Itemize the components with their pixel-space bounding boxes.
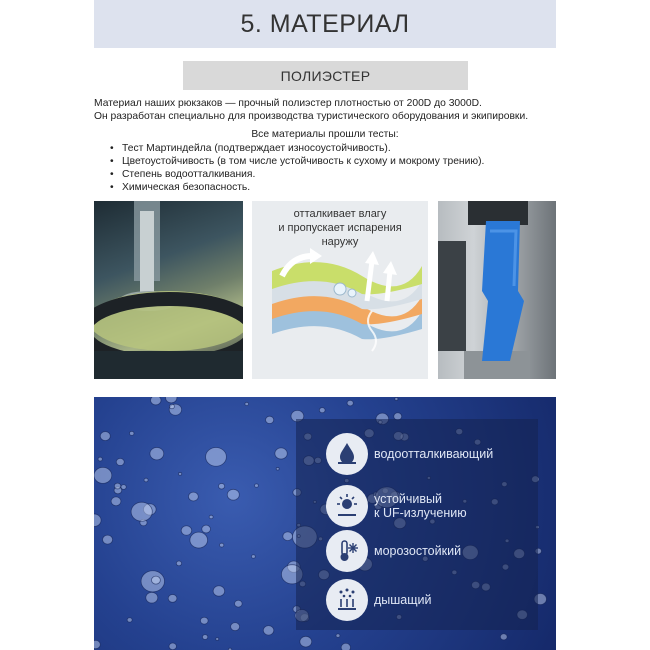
list-item: • Степень водоотталкивания.: [110, 168, 484, 181]
water-droplet: [151, 576, 160, 584]
fabric-layers-drawing: [252, 201, 428, 379]
water-droplet: [116, 458, 124, 465]
tests-list: [110, 142, 484, 194]
water-droplet: [245, 402, 249, 405]
water-droplet: [255, 484, 259, 487]
feature-frost-resistant: [326, 530, 461, 572]
water-droplet: [209, 515, 213, 519]
water-droplet: [319, 408, 325, 413]
caption-line-1: отталкивает влагу: [293, 208, 387, 220]
sun-uv-icon: [326, 485, 368, 527]
breathable-layers-illustration: [252, 201, 428, 379]
test-machine-illustration: [94, 201, 243, 379]
water-droplet: [202, 635, 207, 640]
water-droplet: [395, 398, 398, 401]
water-droplet: [169, 404, 174, 408]
water-droplet: [275, 448, 287, 459]
martindale-test-photo: [94, 201, 243, 379]
list-item: • Химическая безопасность.: [110, 181, 484, 194]
water-droplet: [202, 525, 211, 533]
water-droplet: [500, 634, 507, 640]
water-droplet: [300, 636, 312, 647]
water-droplet: [227, 489, 239, 500]
water-droplet: [276, 467, 279, 470]
water-droplet: [181, 526, 192, 536]
water-droplet: [190, 532, 208, 548]
water-droplet: [166, 397, 177, 403]
water-droplet: [218, 483, 224, 489]
page-title: 5. МАТЕРИАЛ: [240, 9, 410, 38]
water-droplet: [231, 623, 240, 631]
tests-heading: Все материалы прошли тесты:: [251, 129, 399, 140]
features-panel: [296, 419, 538, 630]
feature-label: морозостойкий: [374, 544, 462, 558]
water-droplet: [251, 555, 255, 559]
water-droplet: [235, 600, 243, 607]
water-droplet: [263, 626, 274, 635]
water-droplet: [188, 492, 198, 501]
feature-uv-resistant: [326, 485, 467, 527]
thermometer-snowflake-icon: [326, 530, 368, 572]
water-droplet: [341, 643, 350, 650]
water-droplet: [94, 467, 112, 483]
water-droplet: [216, 638, 219, 641]
water-droplet: [168, 594, 177, 602]
water-droplet: [178, 472, 181, 475]
tensile-test-photo: [438, 201, 556, 379]
water-droplet: [127, 618, 132, 622]
water-droplet: [130, 431, 134, 435]
water-droplet: [213, 586, 225, 596]
water-droplet: [169, 643, 176, 650]
water-droplet: [146, 592, 158, 603]
section-title-band: [183, 61, 468, 90]
intro-line-2: Он разработан специально для производства туристического оборудования и экипировки.: [94, 111, 529, 122]
page-title-band: [94, 0, 556, 48]
water-drop-icon: [326, 433, 368, 475]
water-droplet: [336, 634, 340, 638]
caption-line-3: наружу: [321, 236, 359, 248]
water-droplet: [150, 447, 164, 459]
water-droplet: [131, 502, 152, 521]
tensile-test-illustration: [438, 201, 556, 379]
water-droplet: [266, 416, 274, 423]
water-droplet: [206, 448, 227, 467]
intro-line-1: Материал наших рюкзаков — прочный полиэстер плотностью от 200D до 3000D.: [94, 98, 482, 109]
list-item: • Цветоустойчивость (в том числе устойчивость к сухому и мокрому трению).: [110, 155, 484, 168]
caption-line-2: и пропускает испарения: [278, 222, 402, 234]
water-droplet: [111, 497, 121, 506]
feature-label: устойчивый к UF-излучению: [374, 492, 467, 520]
water-droplet: [151, 397, 161, 405]
water-droplet: [114, 483, 120, 489]
list-item: • Тест Мартиндейла (подтверждает износоустойчивость).: [110, 142, 484, 155]
water-droplet: [176, 561, 181, 566]
water-droplet: [144, 478, 148, 482]
water-droplet: [94, 640, 100, 648]
water-droplet: [94, 514, 101, 527]
water-droplet: [98, 457, 102, 461]
section-title: ПОЛИЭСТЕР: [280, 67, 371, 84]
water-droplet: [283, 532, 293, 541]
water-droplet: [103, 535, 113, 544]
intro-text: [94, 97, 564, 123]
feature-label: дышащий: [374, 593, 432, 607]
water-droplet: [100, 432, 110, 441]
feature-label: водоотталкивающий: [374, 447, 494, 461]
water-droplet: [347, 400, 353, 406]
breathable-icon: [326, 579, 368, 621]
feature-water-repellent: [326, 433, 493, 475]
water-droplet: [200, 617, 208, 624]
water-droplet: [220, 543, 224, 547]
feature-breathable: [326, 579, 432, 621]
